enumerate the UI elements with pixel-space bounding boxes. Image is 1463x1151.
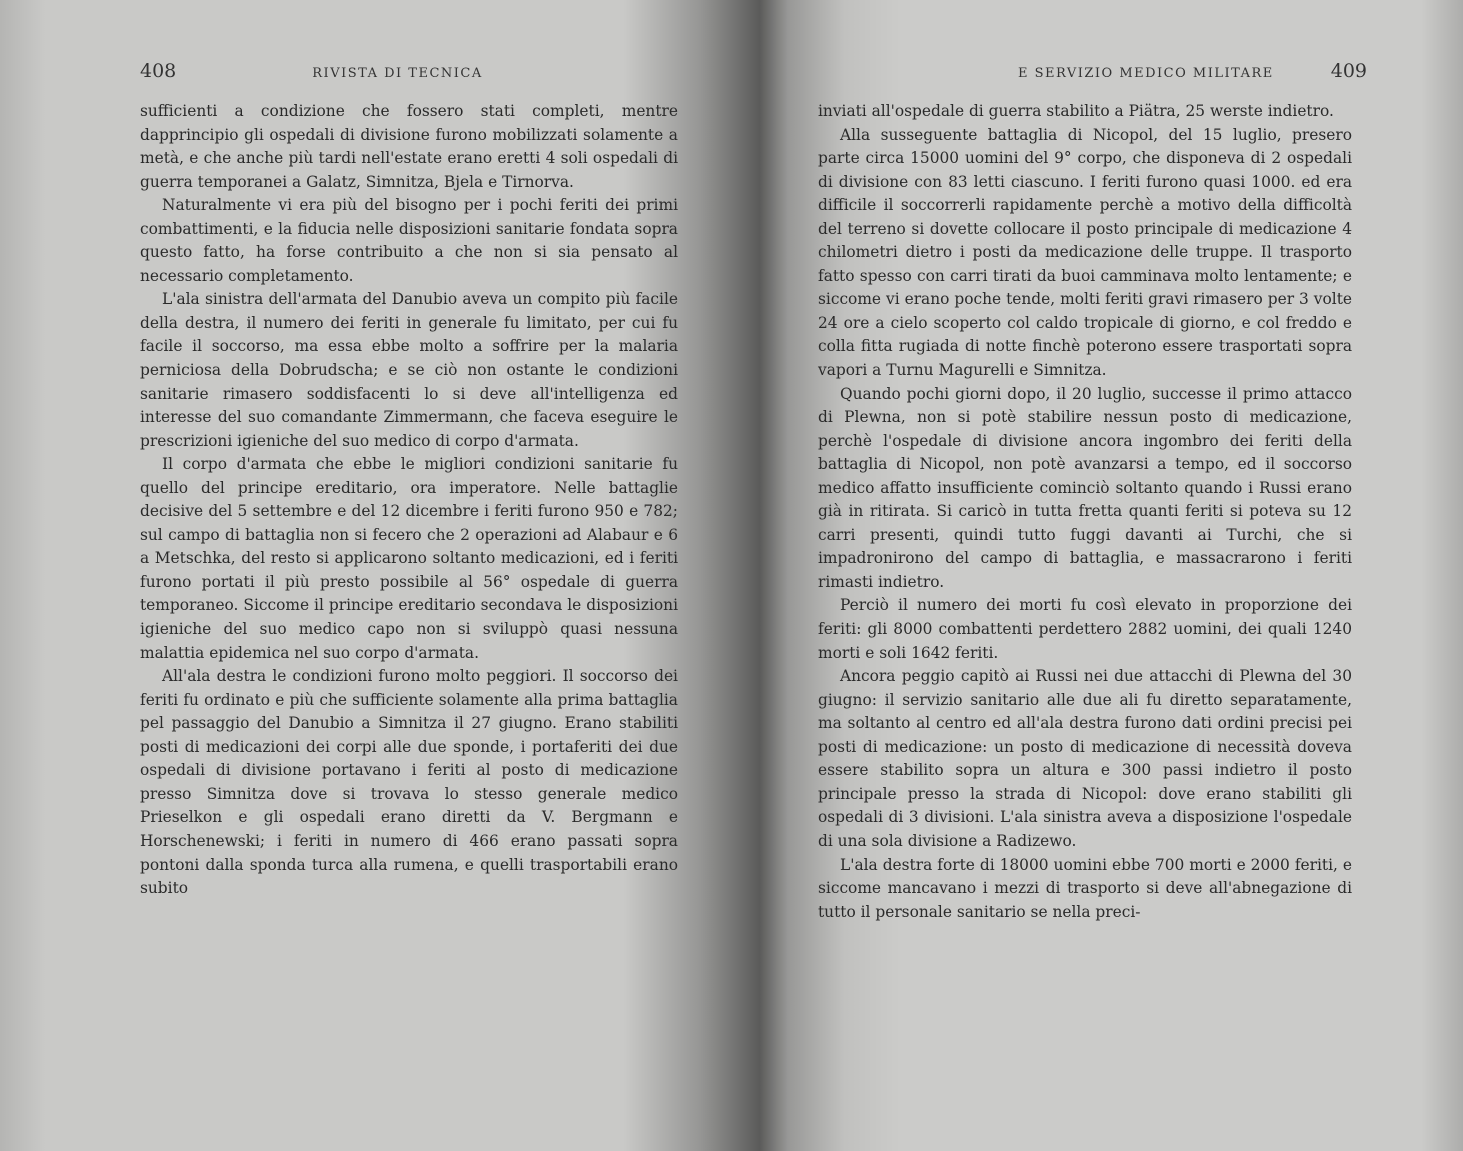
paragraph: All'ala destra le condizioni furono molto peggiori. Il soccorso dei feriti fu ordinato e più che sufficiente solamente alla prima battaglia pel passaggio del Danubio a Simnitza il 27 giugno. Erano stabiliti posti di medicazioni dei corpi alle due sponde, i portaferiti dei due ospedali di divisione portavano i feriti al posto di medicazione presso Simnitza dove si trovava lo stesso generale medico Prieselkon e gli ospedali erano diretti da V. Bergmann e Horschenewski; i feriti in numero di 466 erano passati sopra pontoni dalla sponda turca alla rumena, e quelli trasportabili erano subito [140,667,678,898]
paragraph: Naturalmente vi era più del bisogno per i pochi feriti dei primi combattimenti, e la fiducia nelle disposizioni sanitarie fondata sopra questo fatto, ha forse contribuito a che non si sia pensato al necessario completamento. [140,196,678,285]
paragraph: Il corpo d'armata che ebbe le migliori condizioni sanitarie fu quello del principe ereditario, ora imperatore. Nelle battaglie decisive del 5 settembre e del 12 dicembre i feriti furono 950 e 782; sul campo di battaglia non si fecero che 2 operazioni ad Alabaur e 6 a Metschka, del resto si applicarono soltanto medicazioni, ed i feriti furono portati il più presto possibile al 56° ospedale di guerra temporaneo. Siccome il principe ereditario secondava le disposizioni igieniche del suo medico capo non si sviluppò quasi nessuna malattia epidemica nel suo corpo d'armata. [140,455,678,662]
paragraph: Quando pochi giorni dopo, il 20 luglio, successe il primo attacco di Plewna, non si potè stabilire nessun posto di medicazione, perchè l'ospedale di divisione ancora ingombro dei feriti della battaglia di Nicopol, non potè avanzarsi a tempo, ed il soccorso medico affatto insufficiente cominciò soltanto quando i Russi erano già in ritirata. Si caricò in tutta fretta quanti feriti si poteva su 12 carri presenti, quindi tutto fuggi davanti ai Turchi, che si impadronirono del campo di battaglia, e massacrarono i feriti rimasti indietro. [818,384,1352,591]
right-body-text [818,100,1352,924]
paragraph: Perciò il numero dei morti fu così elevato in proporzione dei feriti: gli 8000 combattenti perdettero 2882 uomini, dei quali 1240 morti e soli 1642 feriti. [818,596,1352,662]
left-body-text [140,100,678,901]
right-page-number: 409 [1330,60,1367,82]
right-running-head [818,60,1381,100]
paragraph: Alla susseguente battaglia di Nicopol, del 15 luglio, presero parte circa 15000 uomini del 9° corpo, che disponeva di 2 ospedali di divisione con 83 letti ciascuno. I feriti furono quasi 1000. ed era difficile il soccorrerli rapidamente perchè a motivo della difficoltà del terreno si dovette collocare il posto principale di medicazione 4 chilometri dietro i posti da medicazione delle truppe. Il trasporto fatto spesso con carri tirati da buoi camminava molto lentamente; e siccome vi erano poche tende, molti feriti gravi rimasero per 3 volte 24 ore a cielo scoperto col caldo tropicale di giorno, e col freddo e colla fitta rugiada di notte finchè poterono essere trasportati sopra vapori a Turnu Magurelli e Simnitza. [818,125,1352,380]
left-page-number: 408 [140,60,177,82]
paragraph: L'ala sinistra dell'armata del Danubio aveva un compito più facile della destra, il numero dei feriti in generale fu limitato, per cui fu facile il soccorso, ma essa ebbe molto a soffrire per la malaria perniciosa della Dobrudscha; e se ciò non ostante le condizioni sanitarie rimasero soddisfacenti lo si deve all'intelligenza ed interesse del suo comandante Zimmermann, che faceva eseguire le prescrizioni igieniche del suo medico di corpo d'armata. [140,290,678,450]
right-running-title: E SERVIZIO MEDICO MILITARE [1018,66,1274,81]
left-running-title: RIVISTA DI TECNICA [312,66,483,81]
right-page [760,0,1463,1151]
paragraph: Ancora peggio capitò ai Russi nei due attacchi di Plewna del 30 giugno: il servizio sanitario alle due ali fu diretto separatamente, ma soltanto al centro ed all'ala destra furono dati ordini precisi pei posti di medicazione: un posto di medicazione di necessità doveva essere stabilito sopra un altura e 300 passi indietro il posto principale presso la strada di Nicopol: dove erano stabiliti gli ospedali di 3 divisioni. L'ala sinistra aveva a disposizione l'ospedale di una sola divisione a Radizewo. [818,667,1352,850]
left-running-head [140,60,680,100]
paragraph: L'ala destra forte di 18000 uomini ebbe 700 morti e 2000 feriti, e siccome mancavano i mezzi di trasporto si deve all'abnegazione di tutto il personale sanitario se nella preci- [818,855,1352,921]
paragraph: sufficienti a condizione che fossero stati completi, mentre dapprincipio gli ospedali di divisione furono mobilizzati solamente a metà, e che anche più tardi nell'estate erano eretti 4 soli ospedali di guerra temporanei a Galatz, Simnitza, Bjela e Tirnorva. [140,102,678,191]
paragraph: inviati all'ospedale di guerra stabilito a Piätra, 25 werste indietro. [818,102,1334,120]
